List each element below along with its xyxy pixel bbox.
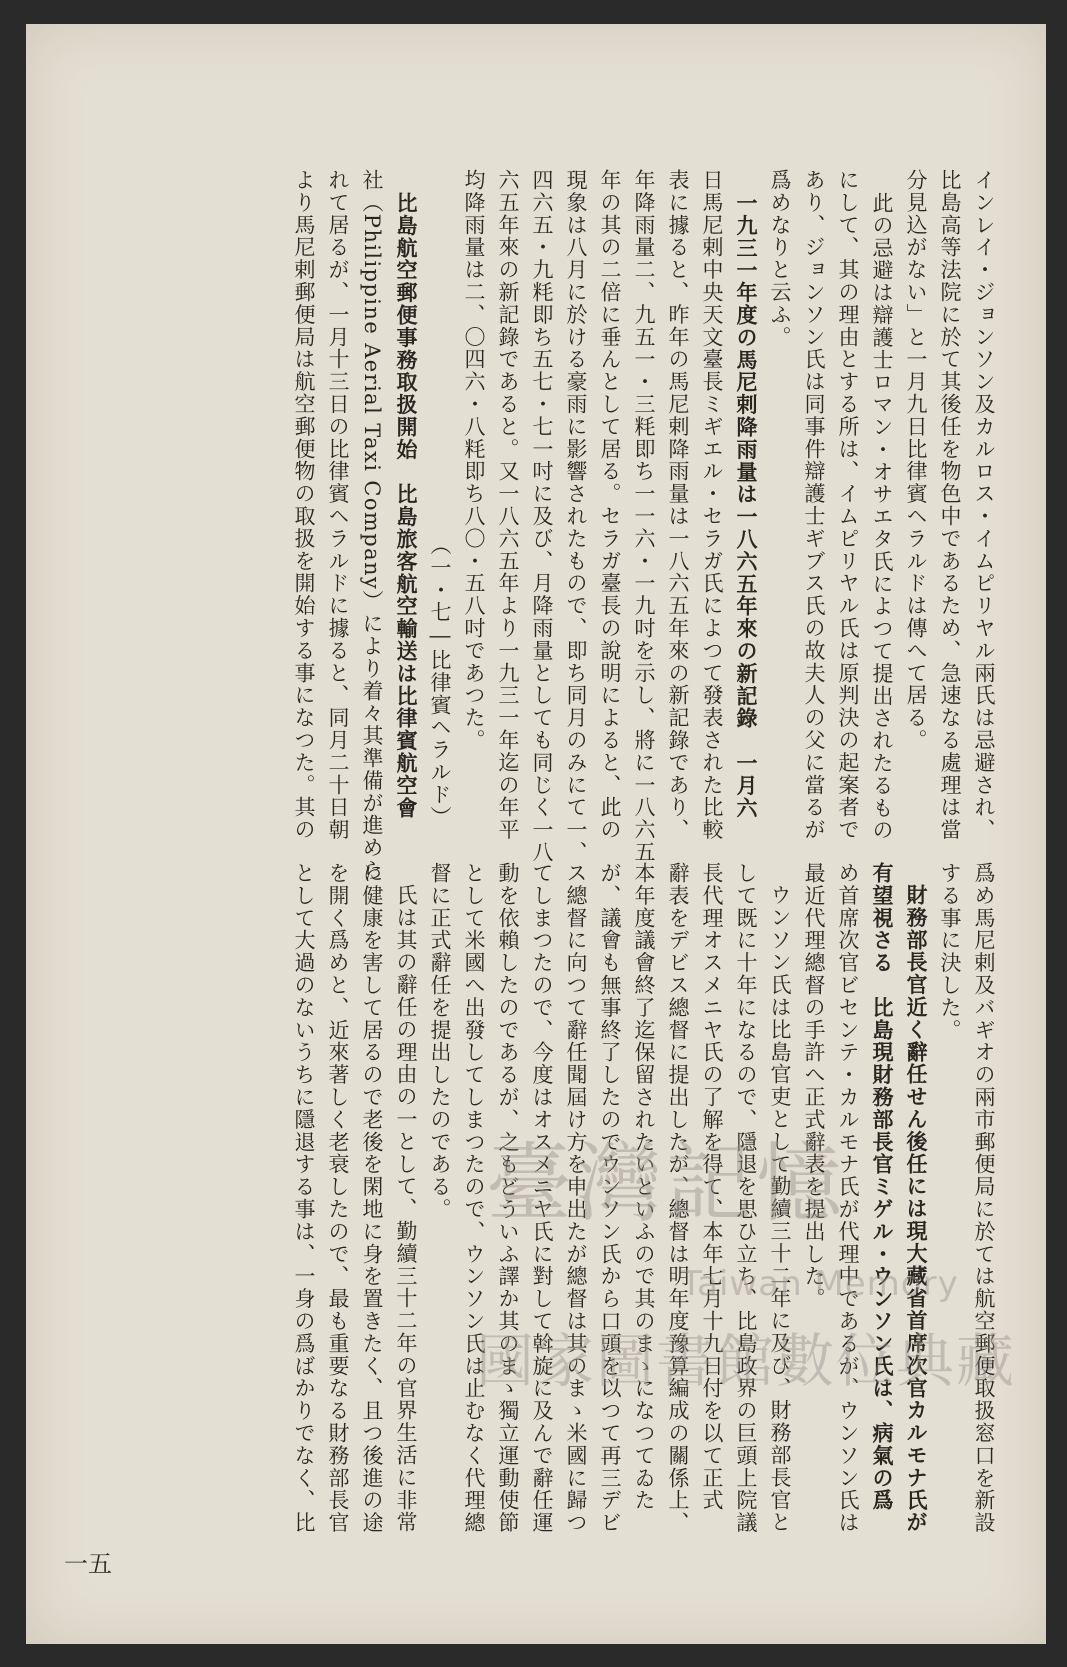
watermark-library: 國家圖書館數位典藏 (476, 1327, 1017, 1395)
source-note: （一・七―比律賓ヘラルド） (428, 534, 452, 829)
upper-column-12: 年の其の二倍に垂んとして居る。セラガ臺長の說明によると、此の (598, 169, 622, 841)
upper-column-5: にして、其の理由とする所は、イムピリヤル氏は原判決の起案者で (836, 169, 860, 841)
lower-column-6: 最近代理總督の手許へ正式辭表を提出した。 (802, 862, 826, 1310)
lower-column-18: 氏は其の辭任の理由の一として、勤續三十二年の官界生活に非常 (394, 884, 418, 1534)
upper-column-9: 日馬尼剌中央天文臺長ミギエル・セラガ氏によつて發表された比較 (700, 169, 724, 841)
lower-column-2: する事に決した。 (938, 862, 962, 1042)
upper-column-14: 四六五・九粍即ち五七・七一吋に及び、月降雨量としても同じく一八 (530, 169, 554, 864)
lower-column-14: てしまつたので、今度はオスメニヤ氏に對して斡旋に及んで辭任運 (530, 862, 554, 1534)
upper-column-2: 比島高等法院に於て其後任を物色中であるため、急速なる處理は當 (938, 169, 962, 841)
lower-column-5: め首席次官ビセンテ・カルモナ氏が代理中であるが、ウンソン氏は (836, 862, 860, 1534)
lower-column-7: ウンソン氏は比島官吏として勤續三十二年に及び、財務部長官と (768, 884, 792, 1534)
lower-column-21: として大過のないうちに隱退する事は、一身の爲ばかりでなく、比 (292, 862, 316, 1534)
upper-column-20: れて居るが、一月十三日の比律賓ヘラルドに據ると、同月二十日朝 (326, 169, 350, 841)
upper-column-15: 六五年來の新記錄であると。又一八六五年より一九三一年迄の年平 (496, 169, 520, 841)
article-heading-finance: 財務部長官近く辭任せん後任には現大藏省首席次官カルモナ氏が (904, 884, 928, 1534)
watermark-title: 臺灣記憶 (486, 1134, 846, 1234)
lower-column-20: を開く爲めと、近來著しく老衰したので、最も重要なる財務部長官 (326, 862, 350, 1534)
lower-column-10: 辭表をデビス總督に提出したが、總督は明年度豫算編成の關係上、 (666, 862, 690, 1534)
upper-column-1: インレイ・ジョンソン及カルロス・イムピリヤル兩氏は忌避され、 (972, 169, 996, 841)
upper-column-11: 年降雨量二、九五一・三粍即ち一一六・一九吋を示し、將に一八六五 (632, 169, 656, 864)
article-heading-airmail: 比島航空郵便事務取扱開始 比島旅客航空輸送は比律賓航空會 (394, 192, 418, 820)
upper-column-10: 表に據ると、昨年の馬尼剌降雨量は一八六五年來の新記錄であり、 (666, 169, 690, 841)
page-number: 一五 (64, 1550, 112, 1578)
upper-column-4: 此の忌避は辯護士ロマン・オサエタ氏によつて提出されたるもの (870, 192, 894, 842)
watermark-english: Taiwan Memory (681, 1264, 959, 1304)
upper-column-7: 爲めなりと云ふ。 (768, 169, 792, 349)
lower-column-13: ス總督に向つて辭任聞屆け方を申出たが總督は其のまゝ米國に歸つ (564, 862, 588, 1534)
document-page (26, 24, 1046, 1644)
lower-column-8: して既に十年になるので、隱退を思ひ立ち、比島政界の巨頭上院議 (734, 862, 758, 1534)
upper-column-16: 均降雨量は二、〇四六・八粍即ち八〇・五八吋であつた。 (462, 169, 486, 752)
upper-column-3: 分見込がない」と一月九日比律賓ヘラルドは傳へて居る。 (904, 169, 928, 752)
lower-column-9: 長代理オスメニヤ氏の了解を得て、本年七月十九日付を以て正式 (700, 862, 724, 1512)
lower-column-19: に健康を害して居るので老後を閑地に身を置きたく、且つ後進の途 (360, 862, 384, 1534)
lower-column-4: 有望視さる 比島現財務部長官ミゲル・ウンソン氏は、病氣の爲 (870, 862, 894, 1512)
lower-column-11: 本年度議會終了迄保留されたいといふので其のまゝになつてゐた (632, 862, 656, 1512)
upper-column-6: あり、ジョンソン氏は同事件辯護士ギブス氏の故夫人の父に當るが (802, 169, 826, 841)
lower-column-17: 督に正式辭任を提出したのである。 (428, 862, 452, 1221)
lower-column-12: が、議會も無事終了したのでウンソン氏から口頭を以つて再三デビ (598, 862, 622, 1534)
article-heading-rainfall: 一九三一年度の馬尼剌降雨量は一八六五年來の新記錄 一月六 (734, 192, 758, 820)
upper-column-19: 社（Philippine Aerial Taxi Company）により着々其準備が進めら (360, 169, 384, 882)
lower-column-1: 爲め馬尼剌及バギオの兩市郵便局に於ては航空郵便取扱窓口を新設 (972, 862, 996, 1534)
upper-column-21: より馬尼剌郵便局は航空郵便物の取扱を開始する事になつた。其の (292, 169, 316, 841)
lower-column-16: として米國へ出發してしまつたので、ウンソン氏は止むなく代理總 (462, 862, 486, 1534)
upper-column-13: 現象は八月に於ける豪雨に影響されたもので、即ち同月のみにて一、 (564, 169, 588, 864)
lower-column-15: 動を依賴したのであるが、之もどういふ譯か其のまゝ獨立運動使節 (496, 862, 520, 1534)
